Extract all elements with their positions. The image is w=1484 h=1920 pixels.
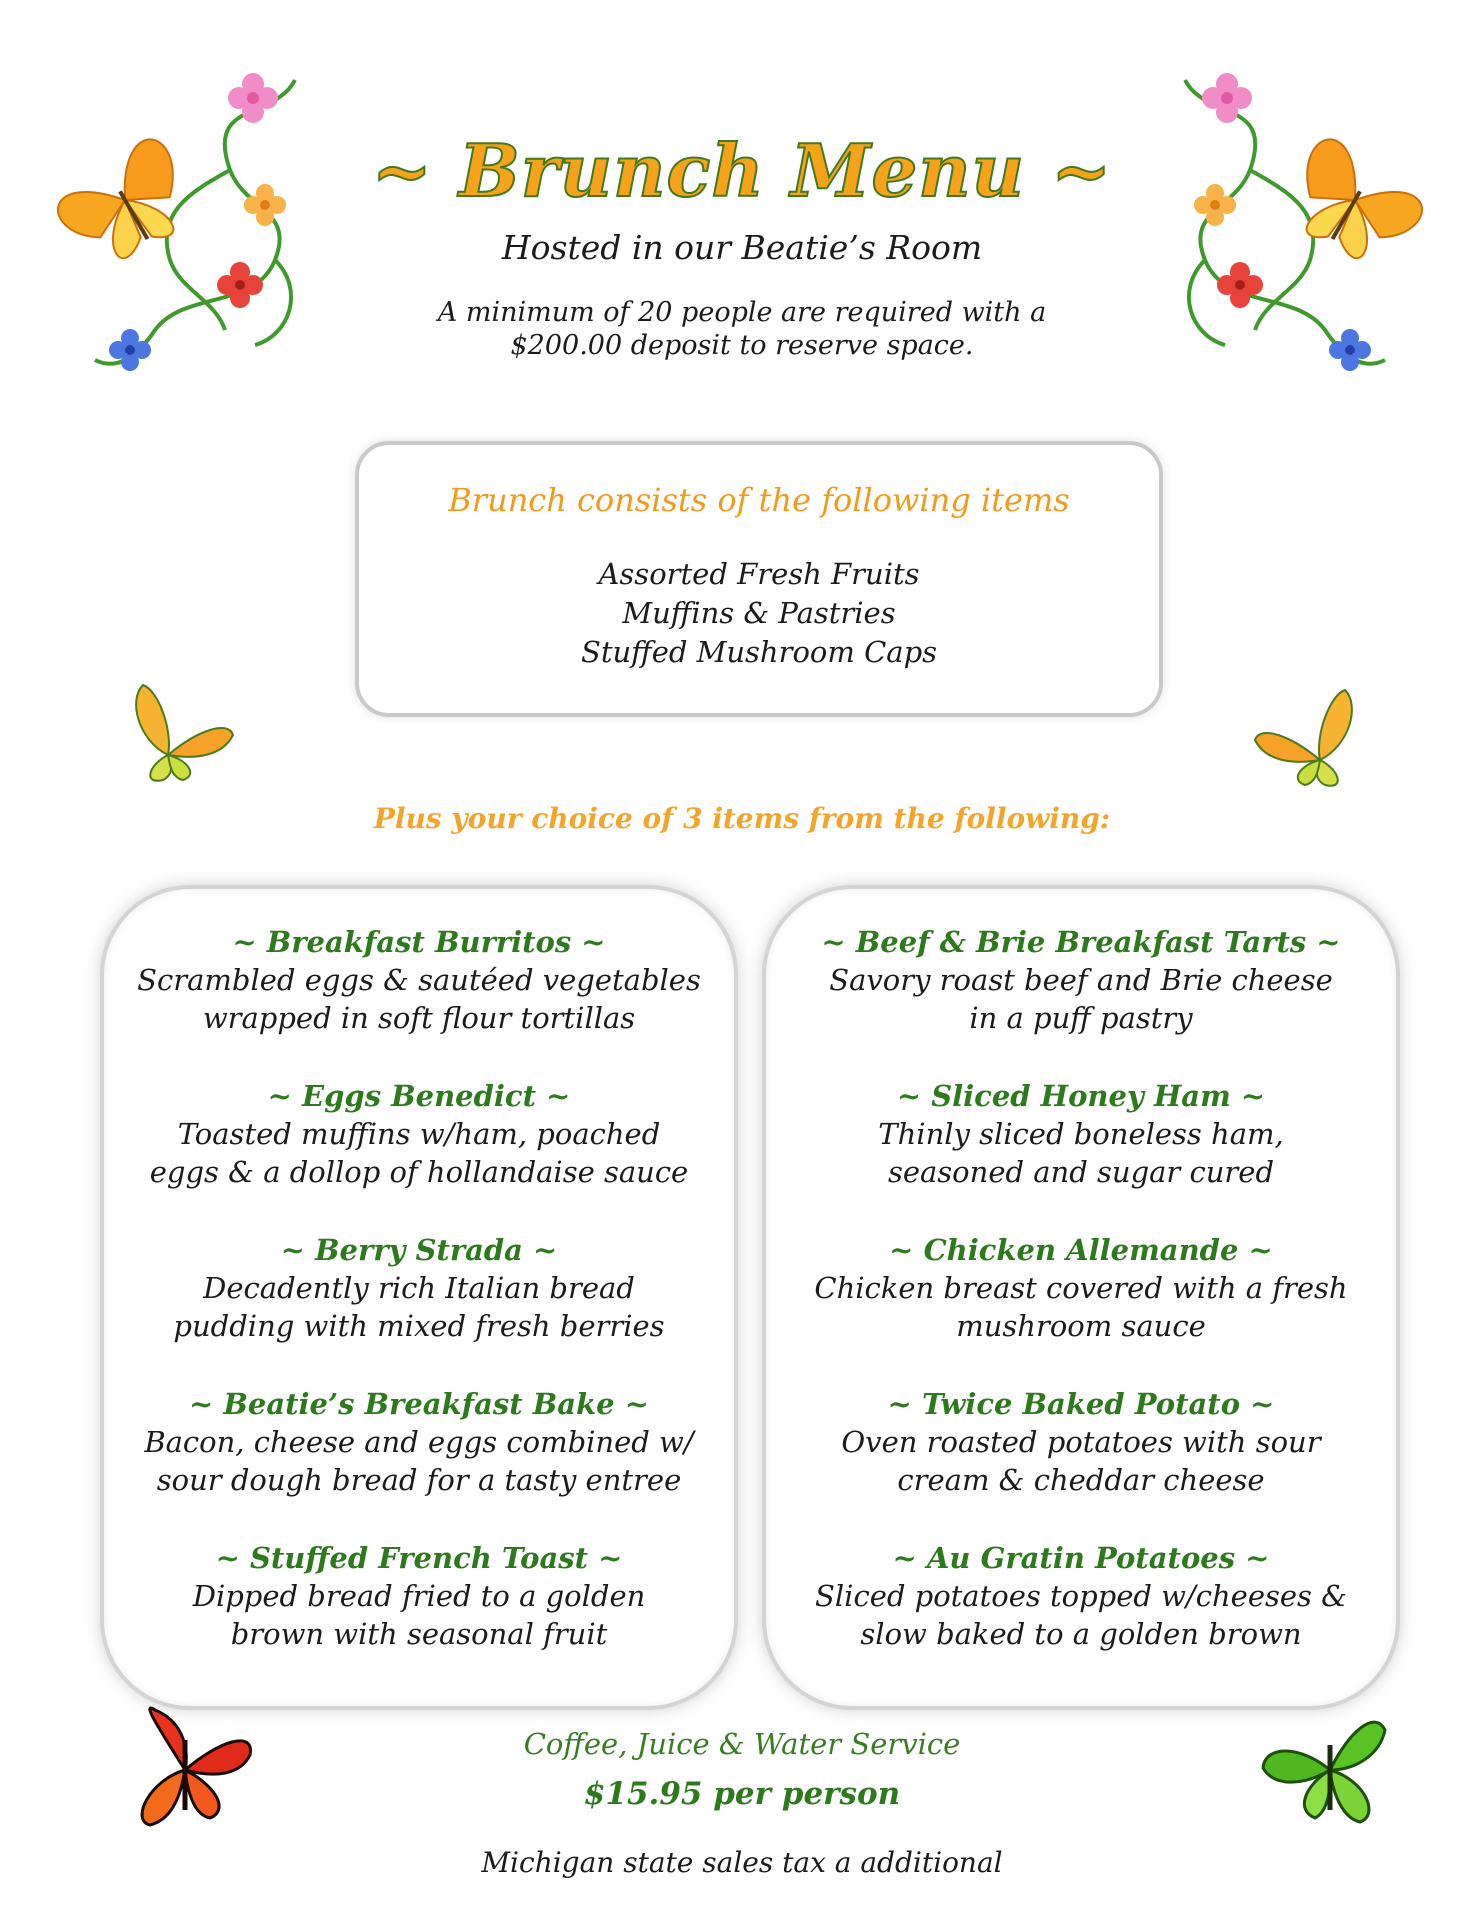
- menu-item-description: sour dough bread for a tasty entree: [156, 1463, 682, 1497]
- menu-item-description: slow baked to a golden brown: [860, 1617, 1302, 1651]
- page-title: ~ Brunch Menu ~: [371, 128, 1113, 213]
- menu-item-description: Dipped bread fried to a golden: [192, 1579, 646, 1613]
- menu-item-name: ~ Chicken Allemande ~: [889, 1233, 1273, 1267]
- menu-item-description: seasoned and sugar cured: [887, 1155, 1275, 1189]
- menu-column-left: [100, 885, 738, 1710]
- butterfly-icon: [120, 1700, 260, 1840]
- menu-item: [766, 1539, 1396, 1653]
- flower-icon: [228, 73, 278, 123]
- price: $15.95 per person: [583, 1776, 901, 1812]
- menu-item: [104, 1385, 734, 1499]
- minimum-notice-line1: A minimum of 20 people are required with a: [437, 297, 1047, 328]
- menu-item-name: ~ Breakfast Burritos ~: [232, 925, 606, 959]
- menu-item-description: eggs & a dollop of hollandaise sauce: [149, 1155, 689, 1189]
- menu-item-name: ~ Berry Strada ~: [280, 1233, 558, 1267]
- menu-item-description: mushroom sauce: [956, 1309, 1206, 1343]
- menu-column-right: [762, 885, 1400, 1710]
- menu-item: [766, 1077, 1396, 1191]
- menu-item: [104, 1231, 734, 1345]
- menu-item-description: Scrambled eggs & sautéed vegetables: [137, 963, 701, 997]
- menu-item-name: ~ Sliced Honey Ham ~: [896, 1079, 1266, 1113]
- tax-note: Michigan state sales tax a additional: [481, 1846, 1003, 1879]
- minimum-notice: [0, 296, 1484, 362]
- includes-list: [359, 555, 1159, 672]
- menu-item-description: cream & cheddar cheese: [897, 1463, 1265, 1497]
- menu-item: [104, 923, 734, 1037]
- butterfly-icon: [1250, 685, 1360, 795]
- menu-item-description: Thinly sliced boneless ham,: [878, 1117, 1284, 1151]
- butterfly-icon: [1255, 1700, 1395, 1840]
- choice-note: Plus your choice of 3 items from the following:: [373, 802, 1111, 835]
- includes-item: Assorted Fresh Fruits: [598, 557, 920, 591]
- menu-item-description: Chicken breast covered with a fresh: [814, 1271, 1348, 1305]
- menu-item-name: ~ Twice Baked Potato ~: [887, 1387, 1275, 1421]
- menu-item-description: wrapped in soft flour tortillas: [202, 1001, 636, 1035]
- menu-item: [766, 1385, 1396, 1499]
- includes-heading: Brunch consists of the following items: [448, 481, 1070, 519]
- menu-item-name: ~ Stuffed French Toast ~: [215, 1541, 623, 1575]
- menu-item-name: ~ Beef & Brie Breakfast Tarts ~: [821, 925, 1341, 959]
- includes-item: Stuffed Mushroom Caps: [580, 635, 938, 669]
- menu-item-description: pudding with mixed fresh berries: [173, 1309, 665, 1343]
- page-subtitle: Hosted in our Beatie’s Room: [501, 228, 983, 267]
- menu-item-description: Bacon, cheese and eggs combined w/: [144, 1425, 694, 1459]
- menu-item-description: Toasted muffins w/ham, poached: [177, 1117, 661, 1151]
- menu-item-name: ~ Au Gratin Potatoes ~: [892, 1541, 1270, 1575]
- includes-box: [355, 441, 1163, 717]
- menu-item: [766, 923, 1396, 1037]
- menu-item-description: Savory roast beef and Brie cheese: [829, 963, 1333, 997]
- menu-item-description: Decadently rich Italian bread: [203, 1271, 635, 1305]
- menu-item-description: Sliced potatoes topped w/cheeses &: [815, 1579, 1347, 1613]
- butterfly-icon: [128, 680, 238, 790]
- menu-item-name: ~ Eggs Benedict ~: [267, 1079, 571, 1113]
- menu-item: [104, 1539, 734, 1653]
- flower-icon: [1202, 73, 1252, 123]
- menu-item: [104, 1077, 734, 1191]
- menu-item-description: in a puff pastry: [969, 1001, 1193, 1035]
- minimum-notice-line2: $200.00 deposit to reserve space.: [510, 330, 974, 361]
- menu-item: [766, 1231, 1396, 1345]
- includes-item: Muffins & Pastries: [622, 596, 896, 630]
- menu-item-description: Oven roasted potatoes with sour: [841, 1425, 1321, 1459]
- menu-item-description: brown with seasonal fruit: [230, 1617, 608, 1651]
- menu-item-name: ~ Beatie’s Breakfast Bake ~: [189, 1387, 649, 1421]
- beverage-service: Coffee, Juice & Water Service: [523, 1727, 961, 1761]
